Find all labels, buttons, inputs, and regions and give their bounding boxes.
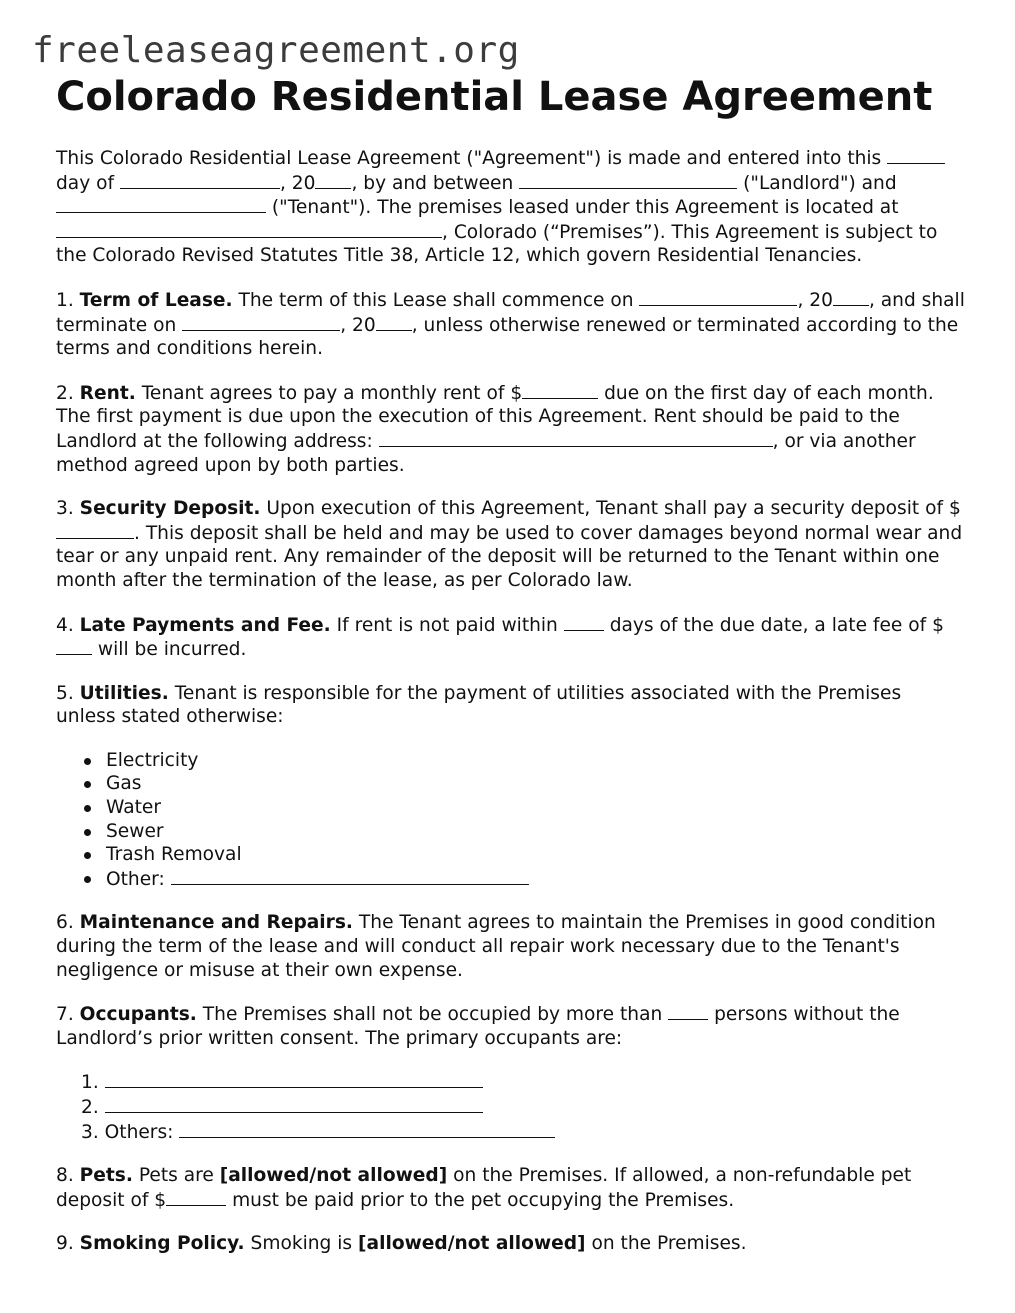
- pets-choice: [allowed/not allowed]: [219, 1165, 448, 1187]
- grace-days-blank[interactable]: [564, 613, 604, 631]
- commence-year-blank[interactable]: [833, 288, 869, 306]
- maintenance-section: [56, 911, 966, 982]
- occupants-section: [56, 1002, 966, 1050]
- section-heading: Smoking Policy.: [79, 1233, 245, 1255]
- section-text: Smoking is: [250, 1233, 353, 1255]
- pets-section: [56, 1164, 966, 1212]
- document-body: [56, 146, 966, 1276]
- section-text: on the Premises.: [591, 1233, 747, 1255]
- site-watermark: freeleaseagreement.org: [32, 30, 520, 71]
- section-heading: Rent.: [79, 382, 136, 404]
- list-item: Water: [56, 796, 966, 820]
- section-text: , or via another method agreed upon by both parties.: [56, 430, 916, 476]
- section-text: , 20: [340, 314, 376, 336]
- list-item: [81, 1095, 966, 1120]
- list-item: [81, 1120, 966, 1145]
- section-text: If rent is not paid within: [336, 614, 558, 636]
- other-occupants-blank[interactable]: [179, 1120, 555, 1138]
- rent-amount-blank[interactable]: [522, 381, 598, 399]
- landlord-name-blank[interactable]: [519, 171, 737, 189]
- section-text: The Tenant agrees to maintain the Premises in good condition during the term of the lease and will conduct all repair work necessary due to the Tenant's negligence or misuse at their own expense.: [56, 912, 936, 981]
- list-item: Trash Removal: [56, 843, 966, 867]
- section-number: 2.: [56, 382, 74, 404]
- section-text: due on the first day of each month. The first payment is due upon the execution of this Agreement. Rent should be paid to the Landlord at the following address:: [56, 382, 934, 452]
- month-blank[interactable]: [120, 171, 280, 189]
- section-number: 3.: [56, 498, 74, 520]
- section-text: , 20: [797, 289, 833, 311]
- tenant-name-blank[interactable]: [56, 195, 266, 213]
- payment-address-blank[interactable]: [379, 429, 773, 447]
- pet-deposit-blank[interactable]: [166, 1188, 226, 1206]
- utilities-list: [56, 749, 966, 892]
- section-text: Tenant is responsible for the payment of utilities associated with the Premises unless stated otherwise:: [56, 682, 902, 728]
- terminate-date-blank[interactable]: [182, 313, 340, 331]
- section-number: 1.: [56, 289, 74, 311]
- section-text: Tenant agrees to pay a monthly rent of $: [141, 382, 523, 404]
- section-heading: Maintenance and Repairs.: [79, 912, 353, 934]
- list-item: Electricity: [56, 749, 966, 773]
- smoking-section: [56, 1232, 966, 1256]
- late-fee-blank[interactable]: [56, 637, 92, 655]
- section-text: days of the due date, a late fee of $: [609, 614, 944, 636]
- max-occupants-blank[interactable]: [668, 1002, 708, 1020]
- year-blank[interactable]: [315, 171, 351, 189]
- intro-text: day of: [56, 172, 115, 194]
- occupant-1-blank[interactable]: [105, 1070, 483, 1088]
- section-text: Pets are: [138, 1165, 214, 1187]
- list-item: Gas: [56, 772, 966, 796]
- intro-paragraph: [56, 146, 966, 268]
- section-number: 8.: [56, 1165, 74, 1187]
- item-number: 2.: [81, 1097, 99, 1118]
- section-heading: Occupants.: [79, 1004, 197, 1026]
- intro-text: , by and between: [351, 172, 514, 194]
- commence-date-blank[interactable]: [639, 288, 797, 306]
- list-item: Sewer: [56, 820, 966, 844]
- section-heading: Late Payments and Fee.: [79, 614, 331, 636]
- premises-address-blank[interactable]: [56, 220, 442, 238]
- intro-text: This Colorado Residential Lease Agreement ("Agreement") is made and entered into this: [56, 148, 882, 169]
- item-number: 1.: [81, 1072, 99, 1094]
- section-heading: Pets.: [79, 1165, 133, 1187]
- section-number: 4.: [56, 614, 74, 636]
- intro-text: , Colorado (“Premises”). This Agreement is subject to the Colorado Revised Statutes Title 38, Article 12, which govern Residential Tenancies.: [56, 221, 938, 267]
- section-text: on the Premises. If allowed, a non-refundable pet deposit of $: [56, 1165, 912, 1211]
- smoking-choice: [allowed/not allowed]: [358, 1233, 586, 1255]
- late-fee-section: [56, 613, 966, 662]
- list-item-other: [56, 867, 966, 892]
- section-text: , and shall terminate on: [56, 289, 965, 336]
- section-text: The Premises shall not be occupied by more than: [202, 1004, 663, 1026]
- section-text: . This deposit shall be held and may be used to cover damages beyond normal wear and tear or any unpaid rent. Any remainder of the deposit will be returned to the Tenant within one month after the termination of the lease, as per Colorado law.: [56, 522, 963, 591]
- occupant-2-blank[interactable]: [105, 1095, 483, 1113]
- section-number: 7.: [56, 1004, 74, 1026]
- deposit-amount-blank[interactable]: [56, 521, 134, 539]
- item-number: 3. Others:: [81, 1121, 174, 1143]
- section-number: 5.: [56, 682, 74, 704]
- section-text: will be incurred.: [97, 639, 247, 661]
- other-utility-blank[interactable]: [171, 867, 529, 885]
- security-deposit-section: [56, 497, 966, 592]
- list-item: [81, 1070, 966, 1095]
- section-text: Upon execution of this Agreement, Tenant shall pay a security deposit of $: [266, 498, 961, 520]
- intro-text: ("Landlord") and: [743, 172, 897, 194]
- section-number: 9.: [56, 1233, 74, 1255]
- occupants-list: [56, 1070, 966, 1144]
- section-text: must be paid prior to the pet occupying the Premises.: [232, 1189, 735, 1211]
- section-text: The term of this Lease shall commence on: [238, 289, 634, 311]
- day-blank[interactable]: [887, 146, 945, 164]
- section-text: persons without the Landlord’s prior written consent. The primary occupants are:: [56, 1004, 900, 1049]
- term-section: [56, 288, 966, 361]
- document-title: Colorado Residential Lease Agreement: [56, 74, 933, 120]
- intro-text: , 20: [279, 172, 316, 194]
- section-heading: Security Deposit.: [79, 498, 261, 520]
- section-heading: Utilities.: [79, 682, 169, 704]
- section-heading: Term of Lease.: [79, 289, 233, 311]
- terminate-year-blank[interactable]: [376, 313, 412, 331]
- intro-text: ("Tenant"). The premises leased under this Agreement is located at: [271, 197, 899, 219]
- other-label: Other:: [106, 868, 165, 890]
- section-number: 6.: [56, 912, 74, 934]
- rent-section: [56, 381, 966, 477]
- section-text: , unless otherwise renewed or terminated according to the terms and conditions herein.: [56, 314, 959, 360]
- utilities-section: [56, 682, 966, 729]
